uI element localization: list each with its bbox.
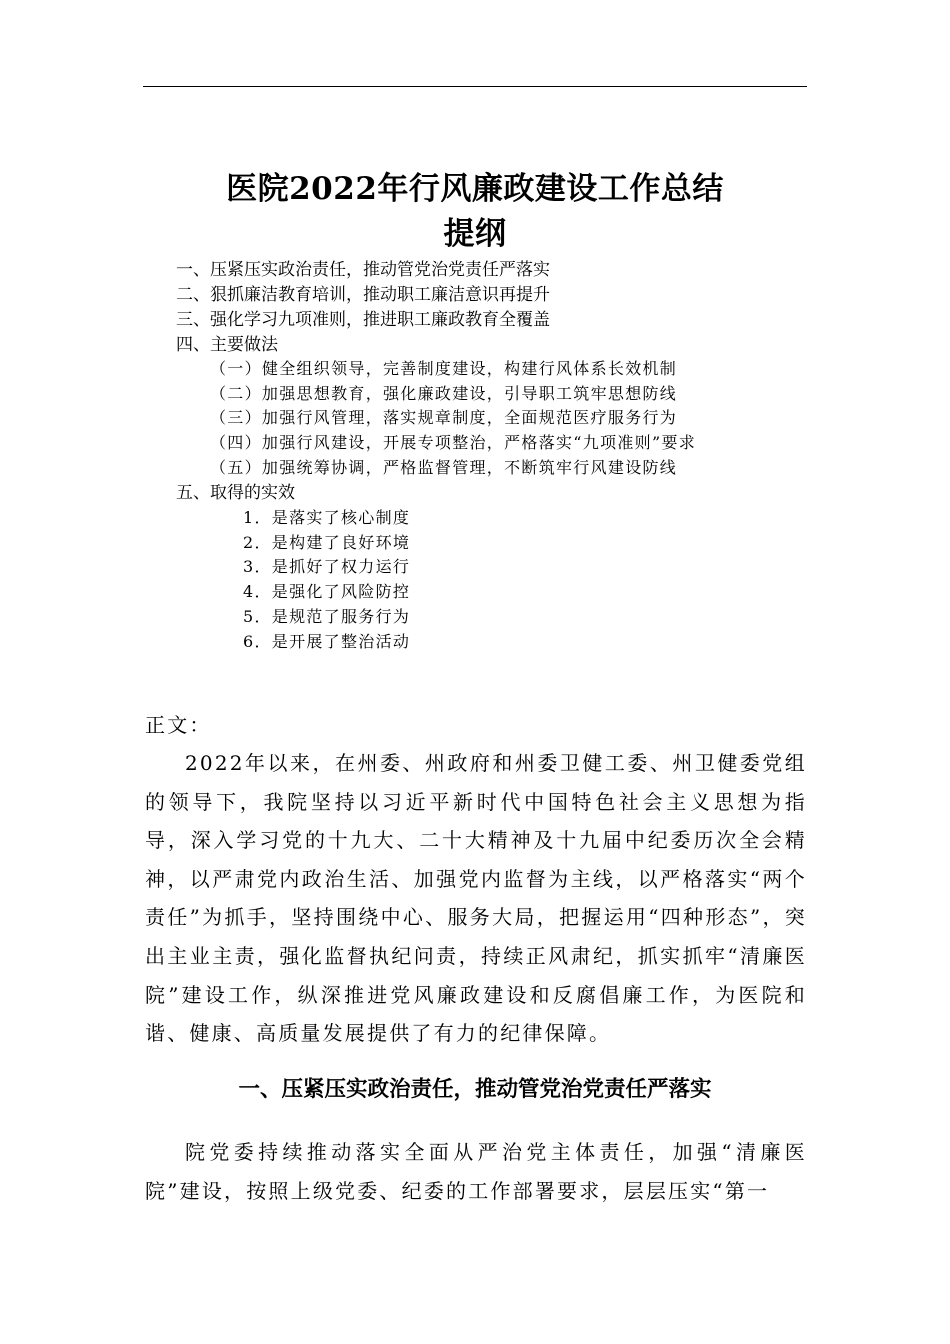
- outline-numbered-item: 4．是强化了风险防控: [243, 582, 411, 601]
- outline-subitem: （四）加强行风建设，开展专项整治，严格落实“九项准则”要求: [210, 433, 697, 452]
- outline-subitem: （三）加强行风管理，落实规章制度，全面规范医疗服务行为: [210, 408, 678, 427]
- outline-item: 四、主要做法: [176, 335, 278, 355]
- outline-subitem: （二）加强思想教育，强化廉政建设，引导职工筑牢思想防线: [210, 384, 678, 403]
- outline-item: 二、狠抓廉洁教育培训，推动职工廉洁意识再提升: [176, 285, 550, 305]
- outline-item: 五、取得的实效: [176, 483, 295, 503]
- outline-item: 三、强化学习九项准则，推进职工廉政教育全覆盖: [176, 310, 550, 330]
- document-title: 医院2022年行风廉政建设工作总结: [226, 171, 724, 207]
- body-label: 正文：: [145, 713, 212, 737]
- header-rule: [143, 86, 807, 87]
- body-paragraph: 院党委持续推动落实全面从严治党主体责任，加强“清廉医院”建设，按照上级党委、纪委的工作部署要求，层层压实“第一: [145, 1140, 807, 1203]
- outline-numbered-item: 5．是规范了服务行为: [243, 607, 411, 626]
- outline-numbered-item: 1．是落实了核心制度: [243, 508, 411, 527]
- outline-numbered-item: 2．是构建了良好环境: [243, 533, 411, 552]
- outline-subitem: （一）健全组织领导，完善制度建设，构建行风体系长效机制: [210, 359, 678, 378]
- section-heading: 一、压紧压实政治责任，推动管党治党责任严落实: [238, 1077, 712, 1102]
- document-subtitle: 提纲: [443, 216, 507, 252]
- outline-item: 一、压紧压实政治责任，推动管党治党责任严落实: [176, 260, 550, 280]
- body-paragraph: 2022年以来，在州委、州政府和州委卫健工委、州卫健委党组的领导下，我院坚持以习近平新时代中国特色社会主义思想为指导，深入学习党的十九大、二十大精神及十九届中纪委历次全会精神，以严肃党内政治生活、加强党内监督为主线，以严格落实“两个责任”为抓手，坚持围绕中心、服务大局，把握运用“四种形态”，突出主业主责，强化监督执纪问责，持续正风肃纪，抓实抓牢“清廉医院”建设工作，纵深推进党风廉政建设和反腐倡廉工作，为医院和谐、健康、高质量发展提供了有力的纪律保障。: [145, 751, 807, 1046]
- outline-subitem: （五）加强统筹协调，严格监督管理，不断筑牢行风建设防线: [210, 458, 678, 477]
- outline-numbered-item: 6．是开展了整治活动: [243, 632, 411, 651]
- outline-numbered-item: 3．是抓好了权力运行: [243, 557, 411, 576]
